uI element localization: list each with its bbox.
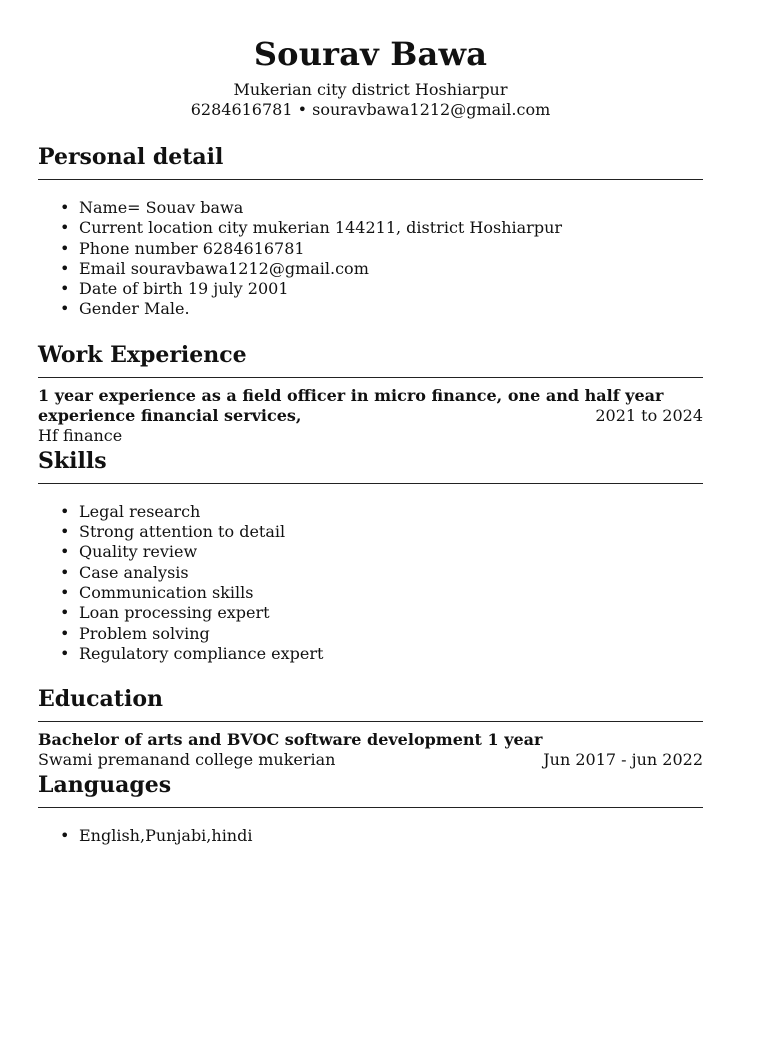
resume-page bbox=[0, 34, 768, 1058]
list-item: • Loan processing expert bbox=[60, 603, 270, 623]
list-item: • Legal research bbox=[60, 501, 201, 521]
work-role-line-continued: experience financial services, bbox=[38, 405, 302, 425]
list-item: • Quality review bbox=[60, 542, 198, 562]
section-divider bbox=[38, 179, 703, 180]
section-title-personal-detail: Personal detail bbox=[38, 144, 224, 170]
list-item: • Name= Souav bawa bbox=[60, 198, 244, 217]
list-item: • Current location city mukerian 144211, district Hoshiarpur bbox=[60, 218, 563, 238]
address-line: Mukerian city district Hoshiarpur bbox=[233, 80, 508, 99]
section-title-education: Education bbox=[38, 686, 163, 713]
bullet-icon: • bbox=[60, 542, 70, 562]
section-title-languages: Languages bbox=[38, 772, 172, 799]
bullet-icon: • bbox=[60, 582, 70, 602]
phone-email-line: 6284616781 • souravbawa1212@gmail.com bbox=[190, 100, 551, 119]
list-item: • Problem solving bbox=[60, 623, 210, 643]
bullet-icon: • bbox=[60, 299, 70, 319]
contact-block bbox=[38, 80, 703, 120]
section-divider bbox=[38, 807, 703, 808]
work-company: Hf finance bbox=[38, 425, 123, 445]
list-item: • Date of birth 19 july 2001 bbox=[60, 279, 289, 299]
section-divider bbox=[38, 377, 703, 378]
list-item: • Communication skills bbox=[60, 582, 254, 602]
bullet-icon: • bbox=[60, 522, 70, 542]
section-personal-detail bbox=[38, 142, 703, 320]
bullet-icon: • bbox=[60, 501, 70, 521]
bullet-icon: • bbox=[60, 238, 70, 258]
work-role-line: 1 year experience as a field officer in micro finance, one and half year bbox=[38, 385, 664, 405]
list-item: • English,Punjabi,hindi bbox=[60, 826, 253, 846]
bullet-icon: • bbox=[60, 198, 70, 217]
languages-list bbox=[38, 826, 703, 846]
bullet-icon: • bbox=[60, 279, 70, 299]
bullet-icon: • bbox=[60, 258, 70, 278]
section-education bbox=[38, 684, 703, 770]
bullet-icon: • bbox=[60, 562, 70, 582]
bullet-icon: • bbox=[60, 826, 70, 846]
candidate-name: Sourav Bawa bbox=[253, 35, 488, 73]
bullet-icon: • bbox=[60, 623, 70, 643]
list-item: • Regulatory compliance expert bbox=[60, 643, 324, 663]
education-degree: Bachelor of arts and BVOC software development 1 year bbox=[38, 730, 543, 750]
bullet-icon: • bbox=[60, 603, 70, 623]
section-title-skills: Skills bbox=[38, 447, 107, 474]
skills-list bbox=[38, 502, 703, 664]
list-item: • Gender Male. bbox=[60, 299, 190, 319]
section-divider bbox=[38, 483, 703, 484]
list-item: • Strong attention to detail bbox=[60, 522, 286, 542]
education-school-row bbox=[38, 750, 703, 770]
section-work-experience bbox=[38, 340, 703, 446]
bullet-icon: • bbox=[60, 218, 70, 238]
work-entry bbox=[38, 386, 703, 446]
resume-header bbox=[38, 34, 703, 120]
section-divider bbox=[38, 721, 703, 722]
education-entry bbox=[38, 730, 703, 770]
section-skills bbox=[38, 446, 703, 664]
work-dates: 2021 to 2024 bbox=[595, 405, 703, 425]
work-role-row bbox=[38, 406, 703, 426]
list-item: • Case analysis bbox=[60, 562, 189, 582]
section-languages bbox=[38, 770, 703, 846]
personal-detail-list bbox=[38, 198, 703, 320]
bullet-icon: • bbox=[60, 643, 70, 663]
list-item: • Phone number 6284616781 bbox=[60, 238, 305, 258]
section-title-work-experience: Work Experience bbox=[38, 341, 247, 368]
education-school: Swami premanand college mukerian bbox=[38, 750, 336, 770]
education-dates: Jun 2017 - jun 2022 bbox=[543, 750, 703, 770]
list-item: • Email souravbawa1212@gmail.com bbox=[60, 258, 369, 278]
